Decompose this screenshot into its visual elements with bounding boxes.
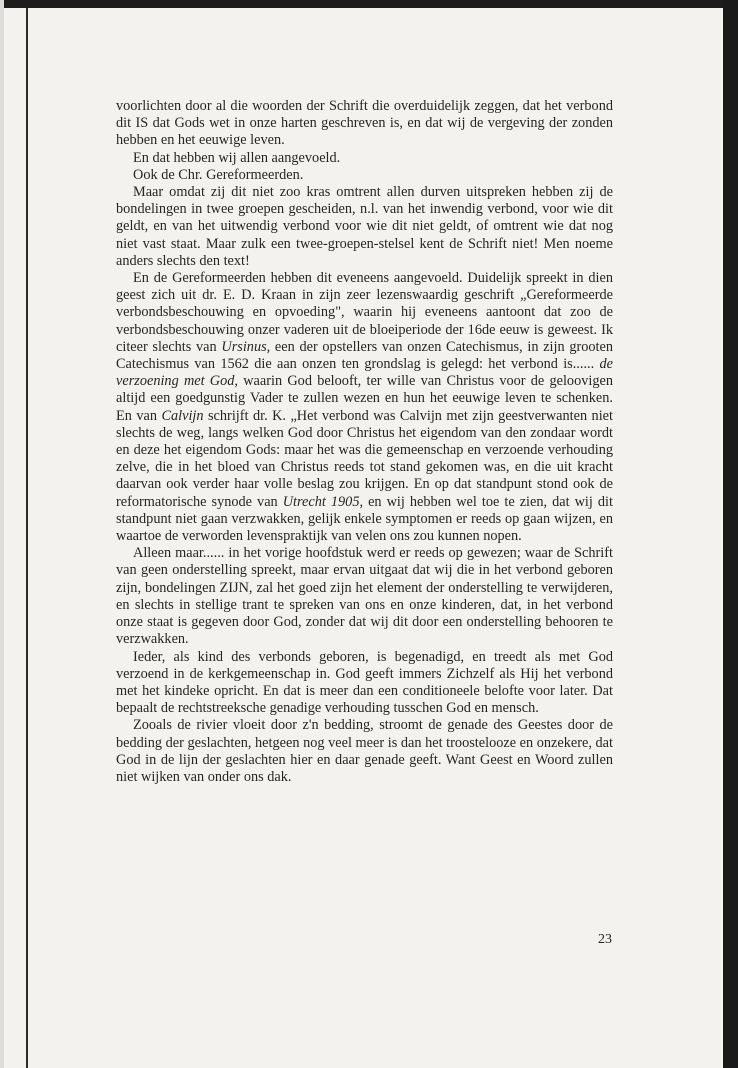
binding-margin-line	[26, 8, 28, 1068]
italic-text: Calvijn	[161, 407, 204, 424]
paragraph	[116, 98, 613, 150]
paragraph-text: Zooals de rivier vloeit door z'n bedding, stroomt de genade des Geestes door de bedding der geslachten, hetgeen nog veel meer is dan het troostelooze en onzekere, dat God in de lijn der geslachten hier en daar genade geeft. Want Geest en Woord zullen niet wijken van onder ons dak.	[116, 717, 613, 785]
paragraph	[116, 649, 613, 718]
paragraph-text: voorlichten door al die woorden der Schrift die overduidelijk zeggen, dat het verbond dit IS dat Gods wet in onze harten geschreven is, en dat wij de vergeving der zonden hebben en het eeuwige leven.	[116, 98, 613, 149]
italic-text: Utrecht 1905,	[282, 493, 364, 510]
paragraph-text: waarin God belooft, ter wille van Christus voor de geloovigen altijd een goedgunstig Vader te zullen wezen en hun het eeuwige leven te schenken. En van	[116, 373, 613, 424]
paragraph-text: en wij hebben wel toe te zien, dat wij dit standpunt niet gaan verzwakken, gelijk enkele symptomen er reeds op gaan wijzen, en waartoe de verworden levenspraktijk van velen ons zou kunnen nopen.	[116, 493, 613, 545]
paragraph-text: En de Gereformeerden hebben dit eveneens aangevoeld. Duidelijk spreekt in dien geest zich uit dr. E. D. Kraan in zijn zeer lezenswaardig geschrift „Gereformeerde verbondsbeschouwing en opvoeding", waarin hij eveneens aantoont dat zoo de verbondsbeschouwing onzer vaderen uit de bloeiperiode der 16de eeuw is geweest. Ik citeer slechts van	[116, 270, 613, 355]
body-text	[116, 98, 613, 786]
paragraph-text: Alleen maar...... in het vorige hoofdstuk werd er reeds op gewezen; waar de Schrift van geen onderstelling spreekt, maar ervan uitgaat dat wij die in het verbond geboren zijn, bondelingen ZIJN, zal het goed zijn het element der onderstelling te verwijderen, en slechts in stellige trant te spreken van ons en onze kinderen, dat, in het verbond onze staat is gegeven door God, zonder dat wij dit door een onderstelling behooren te verzwakken.	[116, 545, 613, 648]
paragraph	[116, 150, 613, 167]
paragraph	[116, 717, 613, 786]
scan-left-edge	[0, 0, 4, 1068]
paragraph	[116, 545, 613, 648]
paragraph-text: een der opstellers van onzen Catechismus, in zijn grooten Catechismus van 1562 die aan onzen ten grondslag is gelegd: het verbond is......	[116, 338, 613, 373]
paragraph-text: Ieder, als kind des verbonds geboren, is begenadigd, en treedt als met God verzoend in de kerkgemeenschap in. God geeft immers Zichzelf als Hij het verbond met het kindeke opricht. En dat is meer dan een conditioneele belofte voor later. Dat bepaalt de rechtstreeksche genadige verhouding tusschen God en mensch.	[116, 648, 613, 717]
italic-text: Ursinus,	[221, 338, 271, 355]
paragraph-text: Ook de Chr. Gereformeerden.	[133, 166, 304, 183]
paragraph	[116, 167, 613, 184]
paragraph-text: Maar omdat zij dit niet zoo kras omtrent allen durven uitspreken hebben zij de bondelingen in twee groepen gescheiden, n.l. van het inwendig verbond, voor wie dit geldt, en van het uitwendig verbond voor wie dit niet geldt, of omtrent wie dat nog niet vast staat. Maar zulk een twee-groepen-stelsel kent de Schrift niet! Men noeme anders slechts den text!	[116, 184, 613, 269]
page-number: 23	[598, 932, 612, 947]
paragraph	[116, 184, 613, 270]
paragraph-text: schrijft dr. K. „Het verbond was Calvijn met zijn geestverwanten niet slechts de weg, langs welken God door Christus het eigendom van den zondaar wordt en deze het eigendom Gods: maar het was die gemeenschap en verzoende verhouding zelve, die in het bloed van Christus reeds tot stand gekomen was, en die uit kracht daarvan ook verder haar volle beslag zou krijgen. En op dat standpunt stond ook de reformatorische synode van	[116, 407, 613, 510]
italic-text: de verzoening met God,	[116, 356, 613, 390]
paragraph	[116, 270, 613, 545]
scan-right-edge	[723, 0, 738, 1068]
paragraph-text: En dat hebben wij allen aangevoeld.	[133, 149, 341, 166]
scan-top-edge	[0, 0, 738, 8]
